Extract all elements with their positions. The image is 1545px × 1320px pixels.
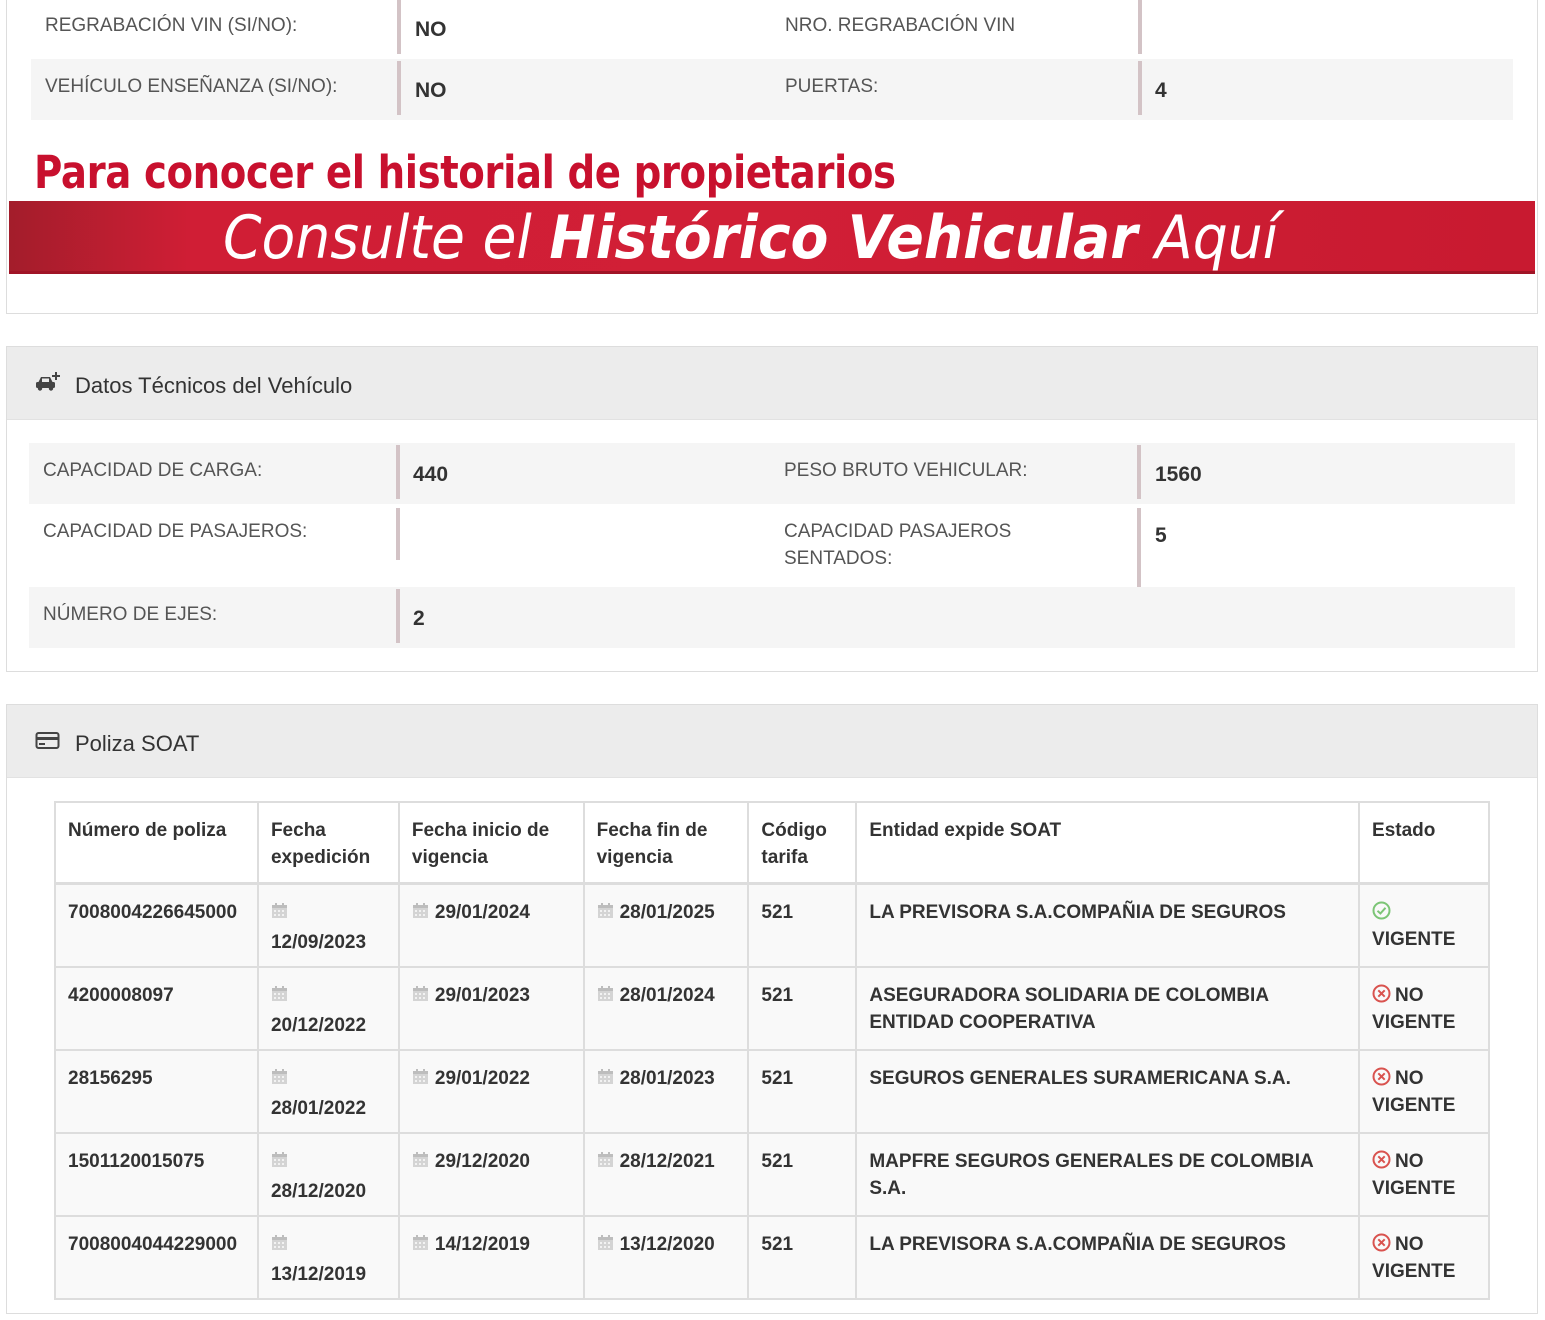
table-row (55, 1050, 1489, 1133)
numero-poliza-text: 1501120015075 (68, 1150, 205, 1172)
vehicle-info-panel (6, 0, 1538, 314)
codigo-tarifa-text: 521 (761, 1150, 794, 1172)
field-divider (396, 589, 400, 643)
poliza-soat-panel (6, 704, 1538, 1314)
cell-entidad (856, 1050, 1359, 1133)
fecha-fin-text: 13/12/2020 (619, 1233, 715, 1255)
header-label: Fecha inicio de (411, 820, 550, 841)
x-circle-icon (1372, 1233, 1391, 1252)
estado-text: VIGENTE (1372, 1094, 1456, 1116)
header-label: Fecha (270, 820, 326, 841)
field-divider (397, 0, 401, 54)
header-estado[interactable] (1359, 802, 1489, 883)
banner-text-bold: Histórico Vehicular (549, 203, 1138, 273)
numero-ejes-value: 2 (413, 607, 425, 630)
datos-tecnicos-panel (6, 346, 1538, 672)
estado-text: NO (1395, 984, 1424, 1006)
codigo-tarifa-text: 521 (761, 984, 794, 1006)
fecha-inicio-text: 29/12/2020 (434, 1150, 530, 1172)
header-numero-poliza[interactable] (55, 802, 258, 883)
fecha-inicio-text: 29/01/2022 (434, 1067, 530, 1089)
cell-codigo-tarifa (748, 967, 856, 1050)
codigo-tarifa-text: 521 (761, 1233, 794, 1255)
cell-entidad (856, 1216, 1359, 1299)
car-plus-icon (35, 371, 61, 393)
numero-poliza-text: 7008004226645000 (68, 901, 238, 923)
fecha-expedicion-text: 12/09/2023 (270, 931, 367, 953)
entidad-text: S.A. (869, 1177, 907, 1199)
codigo-tarifa-text: 521 (761, 1067, 794, 1089)
field-divider (1137, 508, 1141, 588)
calendar-icon (597, 1151, 614, 1168)
cell-fecha-inicio (399, 1216, 584, 1299)
numero-poliza-text: 28156295 (68, 1067, 153, 1089)
calendar-icon (271, 1234, 288, 1251)
fecha-expedicion-text: 13/12/2019 (270, 1263, 367, 1285)
header-label: Código (761, 820, 827, 841)
puertas-label: PUERTAS: (785, 76, 879, 97)
vehiculo-ensenanza-label: VEHÍCULO ENSEÑANZA (SI/NO): (45, 76, 338, 97)
capacidad-sentados-label-2: SENTADOS: (784, 548, 893, 569)
soat-table (54, 801, 1490, 1300)
estado-text: VIGENTE (1372, 1011, 1456, 1033)
cell-codigo-tarifa (748, 883, 856, 967)
cell-fecha-fin (584, 883, 749, 967)
promo-headline[interactable]: Para conocer el historial de propietarios (34, 146, 896, 199)
panel-title: Poliza SOAT (75, 731, 200, 756)
panel-heading (7, 347, 1537, 420)
estado-text: VIGENTE (1372, 1260, 1456, 1282)
capacidad-pasajeros-label: CAPACIDAD DE PASAJEROS: (43, 521, 308, 542)
cell-fecha-expedicion (258, 1216, 399, 1299)
fecha-inicio-text: 29/01/2024 (434, 901, 530, 923)
field-divider (396, 445, 400, 499)
header-label: tarifa (761, 847, 808, 868)
header-label: expedición (270, 847, 371, 868)
field-divider (1137, 445, 1141, 499)
table-row (55, 1133, 1489, 1216)
x-circle-icon (1372, 1067, 1391, 1086)
calendar-icon (597, 985, 614, 1002)
cell-fecha-expedicion (258, 1050, 399, 1133)
calendar-icon (271, 902, 288, 919)
estado-text: NO (1395, 1150, 1424, 1172)
puertas-value: 4 (1155, 79, 1167, 102)
banner-text[interactable] (223, 203, 1278, 273)
field-row-ensenanza (31, 59, 1513, 120)
table-header-row (55, 802, 1489, 883)
calendar-icon (271, 985, 288, 1002)
header-fecha-expedicion[interactable] (258, 802, 399, 883)
calendar-icon (597, 1068, 614, 1085)
peso-bruto-label: PESO BRUTO VEHICULAR: (784, 460, 1028, 481)
cell-fecha-inicio (399, 1133, 584, 1216)
regrabacion-vin-value: NO (415, 18, 447, 41)
numero-poliza-text: 7008004044229000 (68, 1233, 238, 1255)
fecha-expedicion-text: 28/12/2020 (270, 1180, 367, 1202)
cell-numero-poliza (55, 1133, 258, 1216)
field-divider (1138, 61, 1142, 115)
banner-text-pre: Consulte el (223, 203, 550, 273)
cell-codigo-tarifa (748, 1133, 856, 1216)
cell-fecha-expedicion (258, 1133, 399, 1216)
field-row-ejes (29, 587, 1515, 648)
cell-numero-poliza (55, 883, 258, 967)
panel-title: Datos Técnicos del Vehículo (75, 373, 353, 398)
header-fecha-inicio[interactable] (399, 802, 584, 883)
field-row-regrabacion (31, 0, 1513, 59)
entidad-text: ASEGURADORA SOLIDARIA DE COLOMBIA (869, 984, 1270, 1006)
x-circle-icon (1372, 984, 1391, 1003)
capacidad-sentados-value: 5 (1155, 524, 1167, 547)
cell-fecha-inicio (399, 1050, 584, 1133)
field-divider (1138, 0, 1142, 54)
calendar-icon (597, 902, 614, 919)
cell-estado (1359, 1216, 1489, 1299)
calendar-icon (412, 1234, 429, 1251)
banner-text-post: Aquí (1137, 203, 1279, 273)
calendar-icon (271, 1068, 288, 1085)
calendar-icon (412, 1151, 429, 1168)
cell-estado (1359, 1050, 1489, 1133)
historico-vehicular-banner[interactable] (9, 201, 1535, 274)
entidad-text: SEGUROS GENERALES SURAMERICANA S.A. (869, 1067, 1291, 1089)
cell-fecha-fin (584, 1133, 749, 1216)
table-row (55, 883, 1489, 967)
table-row (55, 967, 1489, 1050)
cell-numero-poliza (55, 1216, 258, 1299)
cell-estado (1359, 883, 1489, 967)
calendar-icon (412, 1068, 429, 1085)
credit-card-icon (35, 729, 61, 751)
cell-entidad (856, 883, 1359, 967)
header-label: vigencia (596, 847, 673, 868)
cell-codigo-tarifa (748, 1050, 856, 1133)
header-label: Estado (1372, 820, 1436, 841)
calendar-icon (597, 1234, 614, 1251)
x-circle-icon (1372, 1150, 1391, 1169)
fecha-fin-text: 28/01/2023 (619, 1067, 715, 1089)
vehiculo-ensenanza-value: NO (415, 79, 447, 102)
nro-regrabacion-vin-label: NRO. REGRABACIÓN VIN (785, 15, 1016, 36)
estado-text: NO (1395, 1233, 1424, 1255)
header-fecha-fin[interactable] (584, 802, 749, 883)
calendar-icon (412, 902, 429, 919)
numero-ejes-label: NÚMERO DE EJES: (43, 604, 218, 625)
entidad-text: LA PREVISORA S.A.COMPAÑIA DE SEGUROS (869, 1233, 1286, 1255)
field-divider (396, 508, 400, 560)
peso-bruto-value: 1560 (1155, 463, 1202, 486)
estado-text: VIGENTE (1372, 1177, 1456, 1199)
cell-fecha-expedicion (258, 967, 399, 1050)
cell-fecha-fin (584, 1216, 749, 1299)
estado-text: VIGENTE (1372, 928, 1456, 950)
fecha-expedicion-text: 20/12/2022 (270, 1014, 367, 1036)
capacidad-carga-label: CAPACIDAD DE CARGA: (43, 460, 263, 481)
cell-codigo-tarifa (748, 1216, 856, 1299)
cell-fecha-fin (584, 967, 749, 1050)
cell-estado (1359, 1133, 1489, 1216)
panel-heading (7, 705, 1537, 778)
cell-fecha-expedicion (258, 883, 399, 967)
header-label: Número de poliza (68, 820, 227, 841)
cell-numero-poliza (55, 1050, 258, 1133)
check-circle-icon (1372, 901, 1391, 920)
header-label: vigencia (411, 847, 488, 868)
field-row-pasajeros (29, 504, 1515, 586)
entidad-text: LA PREVISORA S.A.COMPAÑIA DE SEGUROS (869, 901, 1286, 923)
header-label: Entidad expide SOAT (869, 820, 1062, 841)
capacidad-carga-value: 440 (413, 463, 449, 486)
header-codigo-tarifa[interactable] (748, 802, 856, 883)
codigo-tarifa-text: 521 (761, 901, 794, 923)
cell-fecha-inicio (399, 967, 584, 1050)
header-entidad[interactable] (856, 802, 1359, 883)
field-row-carga (29, 443, 1515, 504)
calendar-icon (271, 1151, 288, 1168)
cell-entidad (856, 967, 1359, 1050)
estado-text: NO (1395, 1067, 1424, 1089)
cell-numero-poliza (55, 967, 258, 1050)
fecha-inicio-text: 29/01/2023 (434, 984, 530, 1006)
entidad-text: MAPFRE SEGUROS GENERALES DE COLOMBIA (869, 1150, 1314, 1172)
field-divider (397, 61, 401, 115)
cell-estado (1359, 967, 1489, 1050)
table-row (55, 1216, 1489, 1299)
fecha-expedicion-text: 28/01/2022 (270, 1097, 367, 1119)
cell-fecha-fin (584, 1050, 749, 1133)
cell-fecha-inicio (399, 883, 584, 967)
numero-poliza-text: 4200008097 (68, 984, 174, 1006)
entidad-text: ENTIDAD COOPERATIVA (869, 1011, 1096, 1033)
header-label: Fecha fin de (596, 820, 708, 841)
fecha-fin-text: 28/01/2025 (619, 901, 715, 923)
calendar-icon (412, 985, 429, 1002)
regrabacion-vin-label: REGRABACIÓN VIN (SI/NO): (45, 15, 298, 36)
cell-entidad (856, 1133, 1359, 1216)
fecha-fin-text: 28/12/2021 (619, 1150, 715, 1172)
capacidad-sentados-label-1: CAPACIDAD PASAJEROS (784, 521, 1012, 542)
fecha-inicio-text: 14/12/2019 (434, 1233, 530, 1255)
fecha-fin-text: 28/01/2024 (619, 984, 715, 1006)
